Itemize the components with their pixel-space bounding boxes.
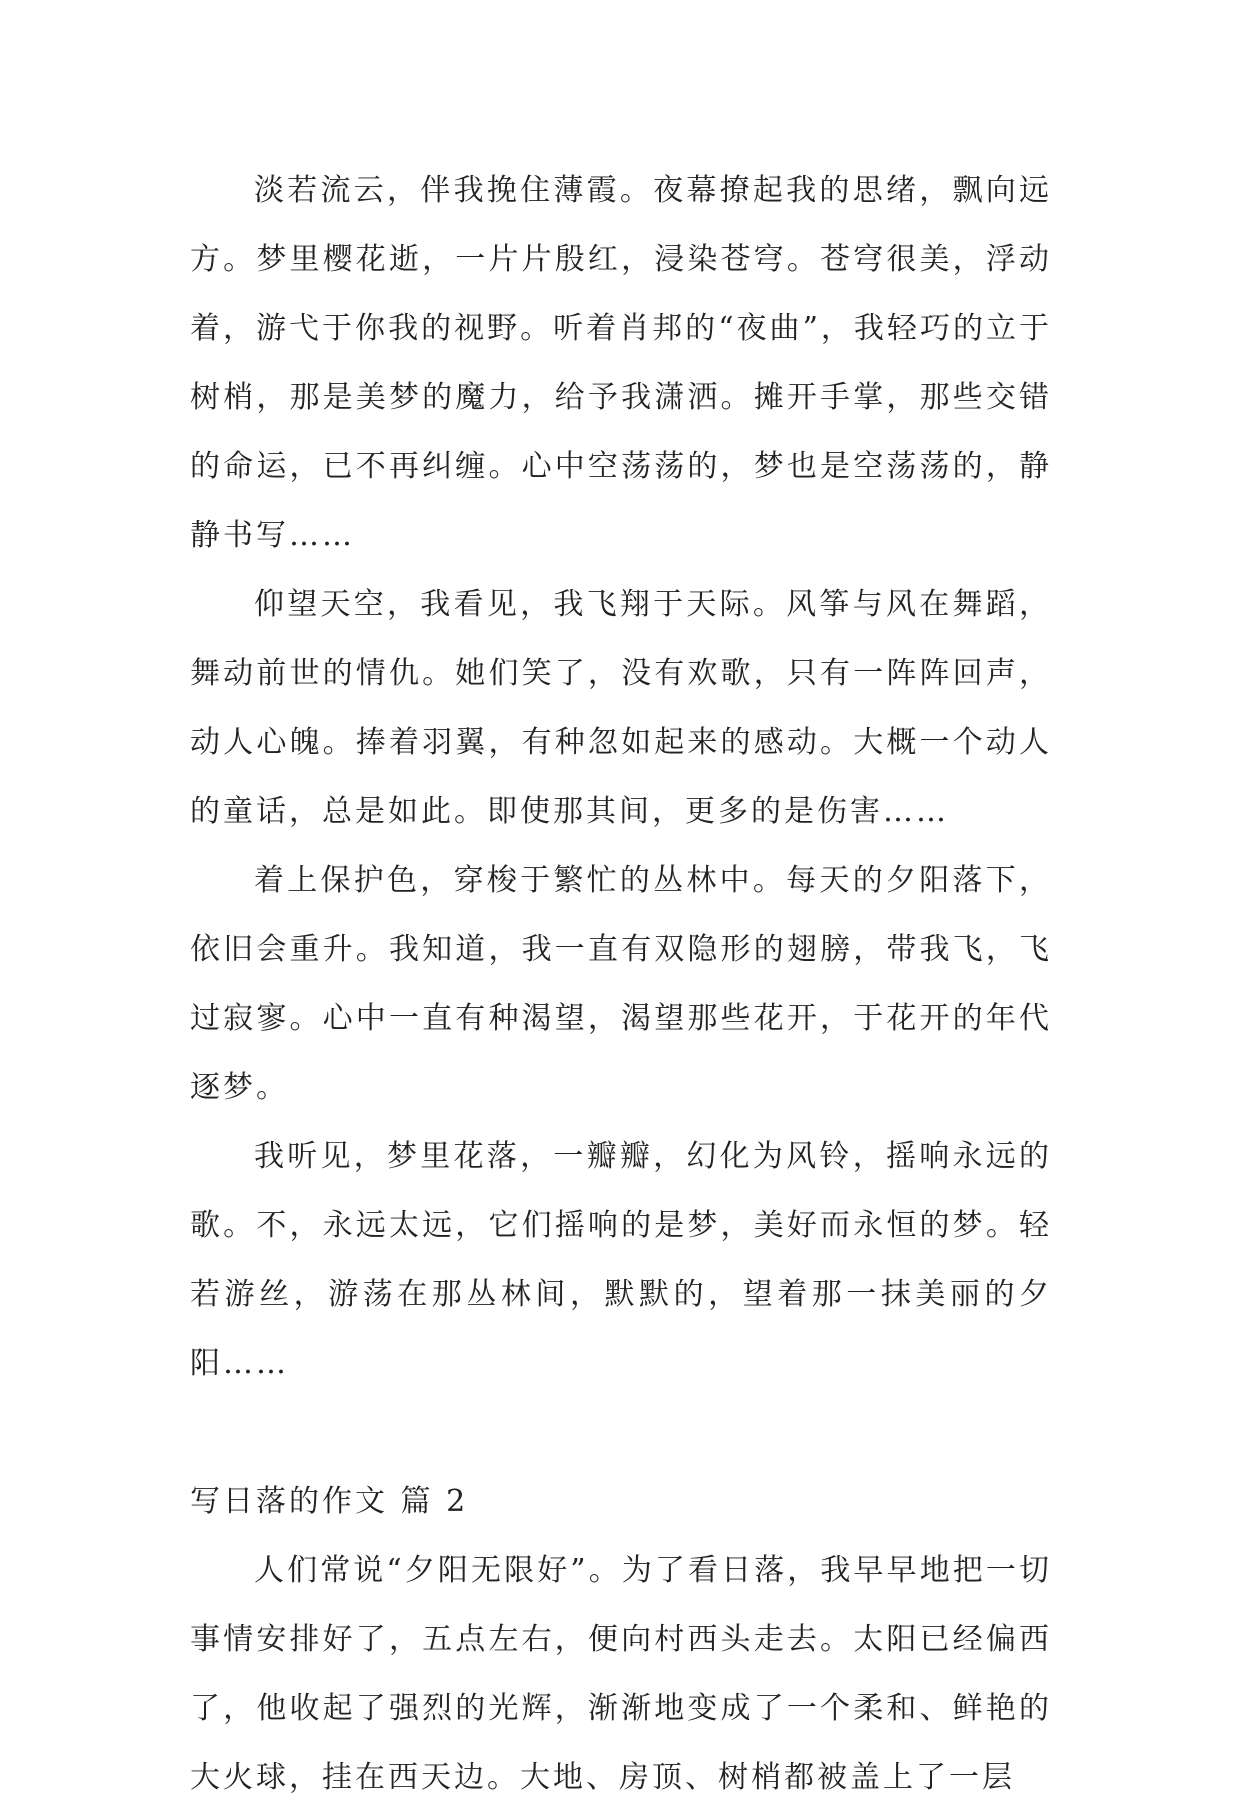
document-body <box>190 156 1052 1812</box>
paragraph: 人们常说“夕阳无限好”。为了看日落，我早早地把一切事情安排好了，五点左右，便向村西头走去。太阳已经偏西了，他收起了强烈的光辉，渐渐地变成了一个柔和、鲜艳的大火球，挂在西天边。大地、房顶、树梢都被盖上了一层 <box>190 1553 1052 1795</box>
paragraph: 我听见，梦里花落，一瓣瓣，幻化为风铃，摇响永远的歌。不，永远太远，它们摇响的是梦，美好而永恒的梦。轻若游丝，游荡在那丛林间，默默的，望着那一抹美丽的夕阳…… <box>190 1139 1052 1381</box>
paragraph: 淡若流云，伴我挽住薄霞。夜幕撩起我的思绪，飘向远方。梦里樱花逝，一片片殷红，浸染苍穹。苍穹很美，浮动着，游弋于你我的视野。听着肖邦的“夜曲”，我轻巧的立于树梢，那是美梦的魔力，给予我潇洒。摊开手掌，那些交错的命运，已不再纠缠。心中空荡荡的，梦也是空荡荡的，静静书写…… <box>190 173 1052 553</box>
paragraph: 着上保护色，穿梭于繁忙的丛林中。每天的夕阳落下，依旧会重升。我知道，我一直有双隐形的翅膀，带我飞，飞过寂寥。心中一直有种渴望，渴望那些花开，于花开的年代逐梦。 <box>190 863 1052 1105</box>
paragraph: 仰望天空，我看见，我飞翔于天际。风筝与风在舞蹈，舞动前世的情仇。她们笑了，没有欢歌，只有一阵阵回声，动人心魄。捧着羽翼，有种忽如起来的感动。大概一个动人的童话，总是如此。即使那其间，更多的是伤害…… <box>190 587 1052 829</box>
section-heading: 写日落的作文 篇 2 <box>190 1484 469 1519</box>
